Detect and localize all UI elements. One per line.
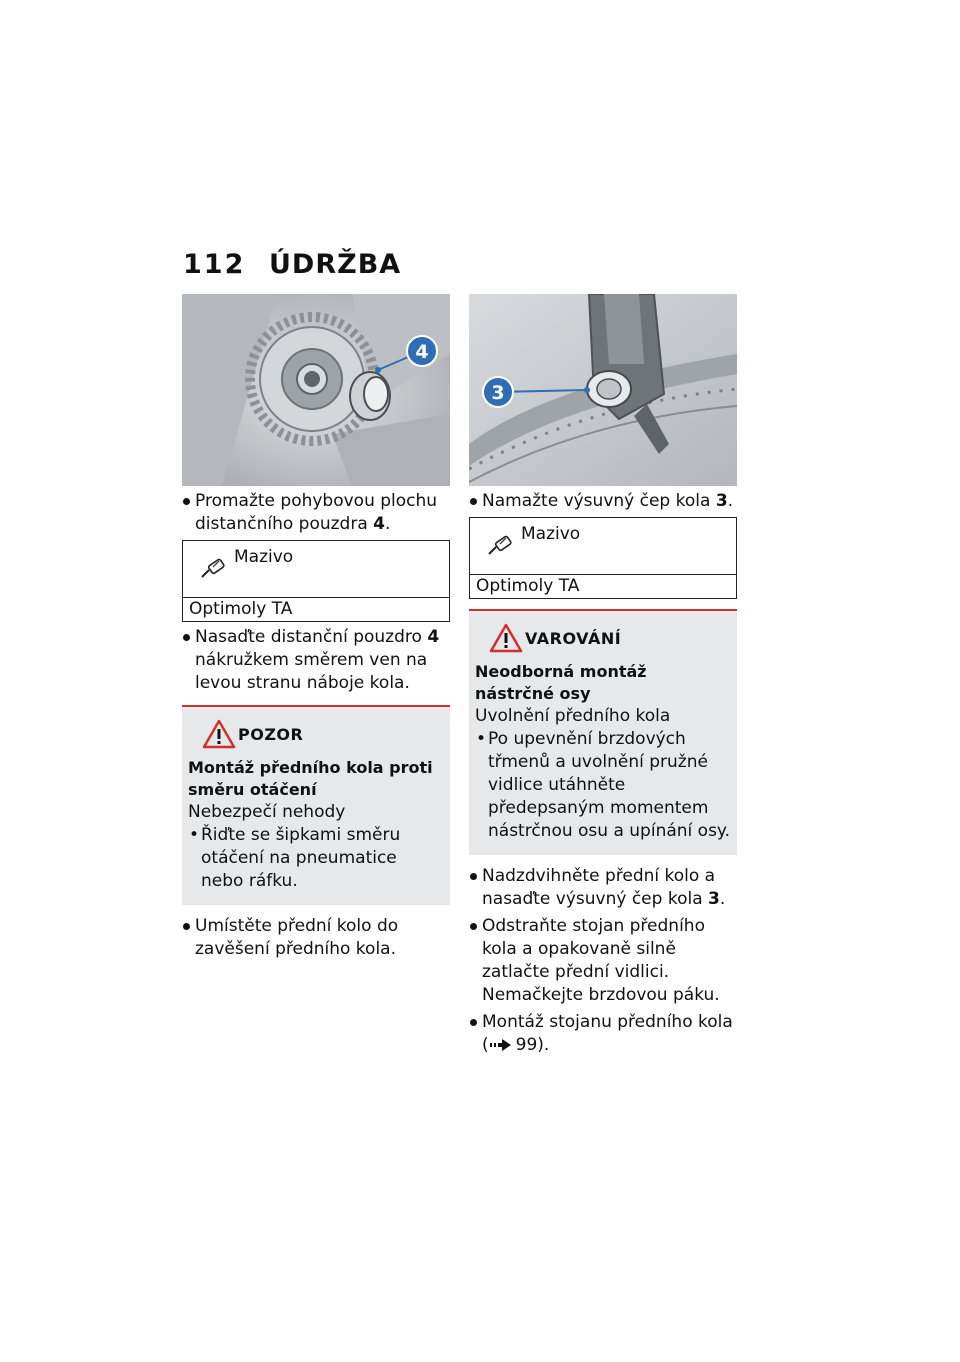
step-grease-sleeve: Promažte pohybovou plochu distančního pouzdra 4. <box>182 490 450 536</box>
lubricant-box <box>182 540 450 622</box>
step-place-wheel: Umístěte přední kolo do zavěšení předního kola. <box>182 915 450 961</box>
lubricant-label: Mazivo <box>521 524 581 544</box>
figure-label-3: 3 <box>491 382 505 404</box>
step-remove-stand: Odstraňte stojan předního kola a opakovaně silně zatlačte přední vidlici. Nemačkejte brzdovou páku. <box>469 915 737 1007</box>
grease-gun-icon <box>486 534 514 558</box>
lubricant-label: Mazivo <box>234 547 294 567</box>
caution-risk: Nebezpečí nehody <box>188 802 346 822</box>
warning-risk: Uvolnění předního kola <box>475 706 671 726</box>
page-header <box>183 244 401 284</box>
step-mount-stand: Montáž stojanu předního kola ( 99). <box>469 1011 737 1057</box>
caution-subject: Montáž předního kola proti směru otáčení <box>188 758 433 799</box>
step-grease-axle: Namažte výsuvný čep kola 3. <box>469 490 737 513</box>
left-column <box>182 294 450 961</box>
figure-distance-sleeve <box>182 294 450 486</box>
warning-item: • Po upevnění brzdových třmenů a uvolnění pružné vidlice utáhněte předepsaným momentem nástrčnou osu a upínání osy. <box>475 728 731 843</box>
caution-title: POZOR <box>238 725 304 744</box>
step-insert-axle: Nadzdvihněte přední kolo a nasaďte výsuvný čep kola 3. <box>469 865 737 911</box>
page-number: 112 <box>183 248 246 280</box>
figure-label-4: 4 <box>415 341 429 363</box>
step-insert-sleeve: Nasaďte distanční pouzdro 4 nákružkem směrem ven na levou stranu náboje kola. <box>182 626 450 695</box>
lubricant-product: Optimoly TA <box>476 576 580 596</box>
warning-box <box>469 609 737 855</box>
warning-title: VAROVÁNÍ <box>525 629 622 648</box>
lubricant-box <box>469 517 737 599</box>
figure-axle-pin <box>469 294 737 486</box>
chapter-title: ÚDRŽBA <box>269 248 402 280</box>
right-column <box>469 294 737 1057</box>
warning-triangle-icon <box>489 623 523 653</box>
page-reference-arrow-icon <box>490 1039 512 1051</box>
lubricant-product: Optimoly TA <box>189 599 293 619</box>
caution-item: • Řiďte se šipkami směru otáčení na pneumatice nebo ráfku. <box>188 824 444 893</box>
warning-triangle-icon <box>202 719 236 749</box>
page-reference-link[interactable]: 99 <box>515 1035 538 1055</box>
caution-box <box>182 705 450 905</box>
warning-subject: Neodborná montáž nástrčné osy <box>475 662 647 703</box>
grease-gun-icon <box>199 557 227 581</box>
